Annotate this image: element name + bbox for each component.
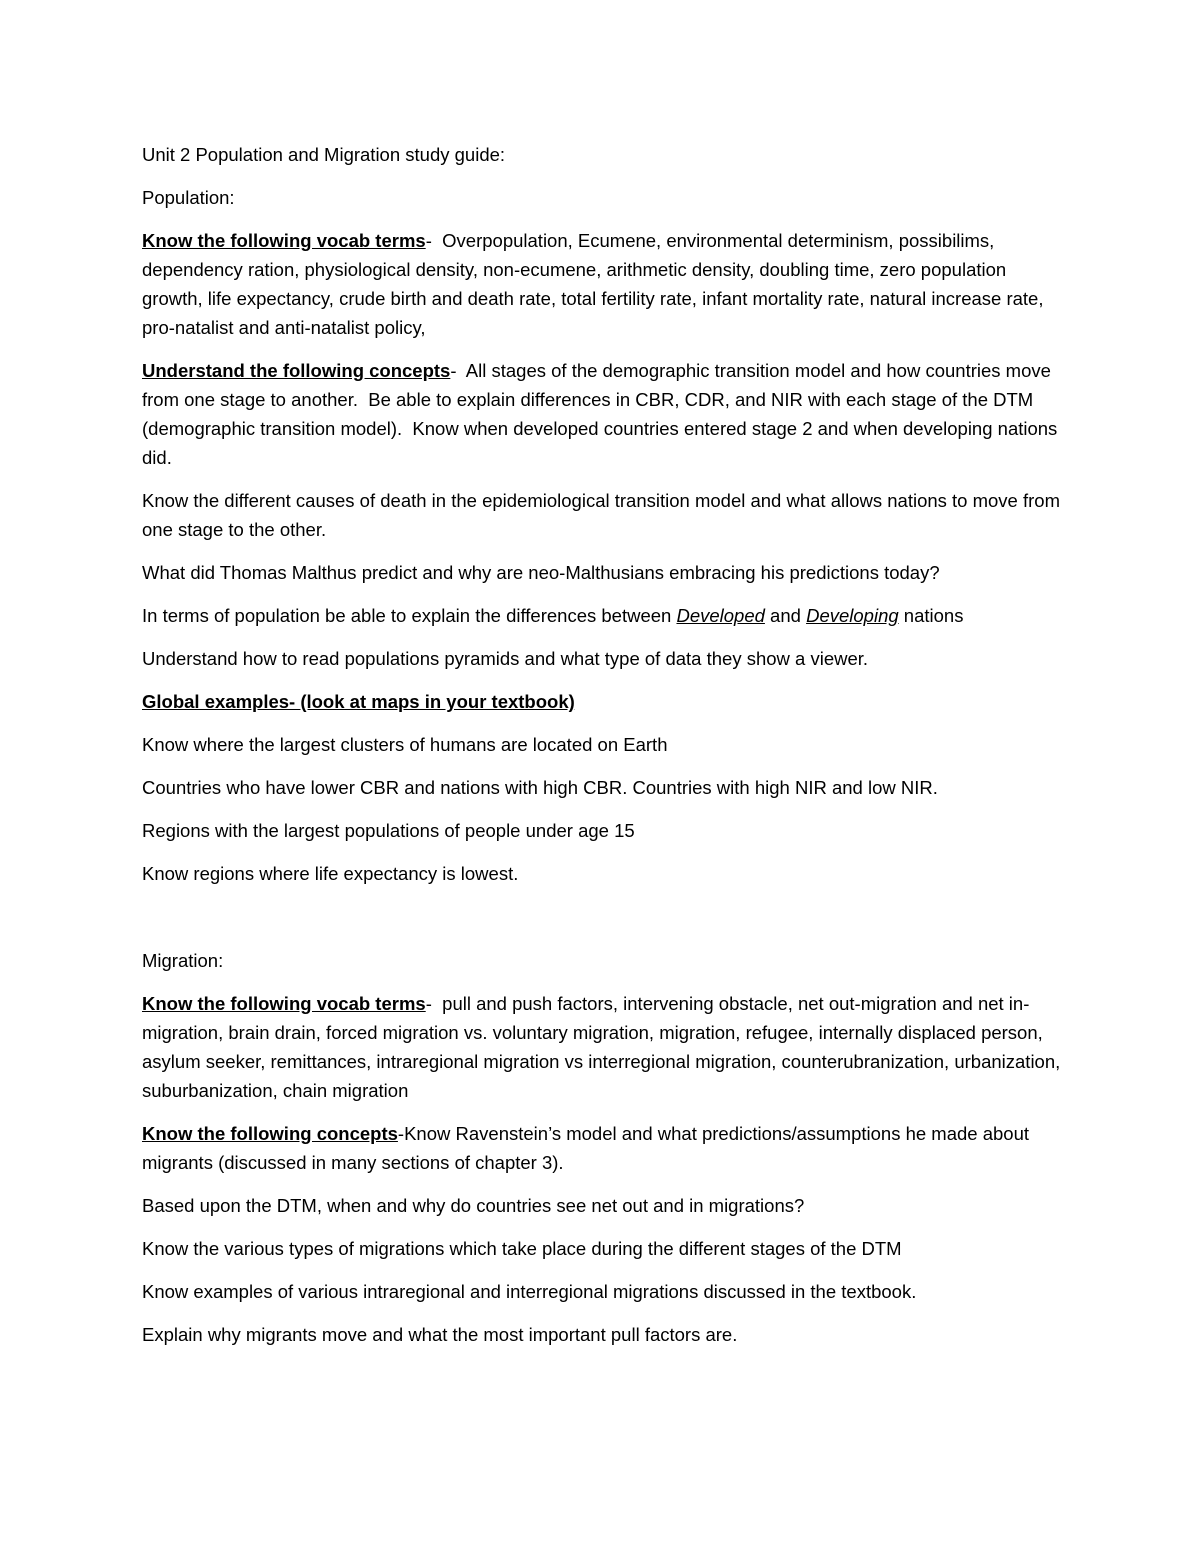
migration-vocab-text: pull and push factors, intervening obstacle, net out-migration and net in-migration, brain drain, forced migration vs. voluntary migration, migration, refugee, internally displaced person, asylum seeker, remittances, intraregional migration vs interregional migration, counterubranization, urbanization, suburbanization, chain migration xyxy=(142,993,1066,1101)
population-concepts-label: Understand the following concepts xyxy=(142,360,451,381)
global-item: Know where the largest clusters of humans are located on Earth xyxy=(142,734,668,755)
differences-suffix: nations xyxy=(898,605,964,626)
differences-paragraph xyxy=(142,601,1067,630)
global-item: Know regions where life expectancy is lowest. xyxy=(142,863,519,884)
pyramids-paragraph: Understand how to read populations pyramids and what type of data they show a viewer. xyxy=(142,648,869,669)
population-vocab-dash: - xyxy=(425,230,432,251)
developed-term: Developed xyxy=(676,605,765,626)
epidemiological-paragraph: Know the different causes of death in the epidemiological transition model and what allows nations to move from one stage to the other. xyxy=(142,490,1060,540)
global-examples-heading: Global examples- (look at maps in your textbook) xyxy=(142,691,575,712)
global-item: Regions with the largest populations of people under age 15 xyxy=(142,820,635,841)
population-concepts-text: All stages of the demographic transition model and how countries move from one stage to another. Be able to explain differences in CBR, CDR, and NIR with each stage of the DTM (demographic transition model). Know when developed countries entered stage 2 and when developing nations did. xyxy=(142,360,1063,468)
global-item: Countries who have lower CBR and nations with high CBR. Countries with high NIR and low NIR. xyxy=(142,777,938,798)
migration-concepts-label: Know the following concepts xyxy=(142,1123,398,1144)
population-vocab-paragraph xyxy=(142,226,1067,342)
migration-item: Know examples of various intraregional and interregional migrations discussed in the textbook. xyxy=(142,1281,917,1302)
migration-vocab-label: Know the following vocab terms xyxy=(142,993,426,1014)
migration-vocab-dash: - xyxy=(425,993,432,1014)
migration-vocab-paragraph xyxy=(142,989,1067,1105)
migration-heading: Migration: xyxy=(142,950,224,971)
migration-item: Based upon the DTM, when and why do countries see net out and in migrations? xyxy=(142,1195,805,1216)
document-title: Unit 2 Population and Migration study guide: xyxy=(142,144,506,165)
population-concepts-dash: - xyxy=(450,360,457,381)
population-vocab-text: Overpopulation, Ecumene, environmental determinism, possibilims, dependency ration, physiological density, non-ecumene, arithmetic density, doubling time, zero population growth, life expectancy, crude birth and death rate, total fertility rate, infant mortality rate, natural increase rate, pro-natalist and anti-natalist policy, xyxy=(142,230,1049,338)
differences-prefix: In terms of population be able to explain the differences between xyxy=(142,605,677,626)
differences-and: and xyxy=(764,605,807,626)
developing-term: Developing xyxy=(806,605,899,626)
population-vocab-label: Know the following vocab terms xyxy=(142,230,426,251)
document-page xyxy=(142,140,1067,1363)
migration-concepts-paragraph xyxy=(142,1119,1067,1177)
migration-concepts-dash: - xyxy=(397,1123,405,1144)
population-heading: Population: xyxy=(142,187,235,208)
migration-concepts-text: Know Ravenstein’s model and what predictions/assumptions he made about migrants (discussed in many sections of chapter 3). xyxy=(142,1123,1030,1173)
section-spacer xyxy=(142,902,1067,946)
migration-item: Know the various types of migrations which take place during the different stages of the DTM xyxy=(142,1238,902,1259)
population-concepts-paragraph xyxy=(142,356,1067,472)
migration-item: Explain why migrants move and what the most important pull factors are. xyxy=(142,1324,738,1345)
malthus-paragraph: What did Thomas Malthus predict and why are neo-Malthusians embracing his predictions today? xyxy=(142,562,940,583)
